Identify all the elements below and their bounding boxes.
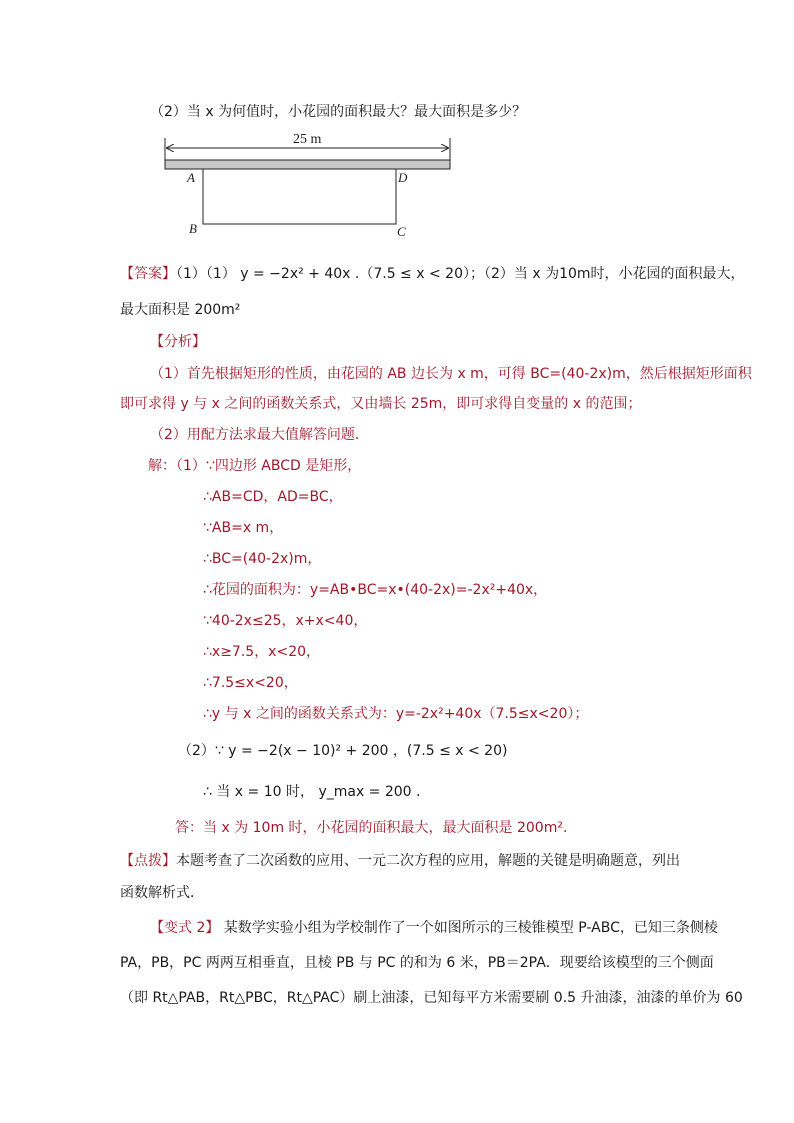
comment-tag: 【点拨】 [120, 853, 176, 869]
label-A: A [187, 170, 195, 185]
analysis-line-1: （1）首先根据矩形的性质，由花园的 AB 边长为 x m，可得 BC=(40-2x)m，然后根据矩形面积 [150, 366, 752, 382]
solution-conclusion: 答：当 x 为 10m 时，小花园的面积最大，最大面积是 200m². [175, 820, 568, 836]
label-D: D [398, 170, 408, 185]
solution-line-1: ∴AB=CD，AD=BC， [203, 489, 343, 505]
analysis-line-3: （2）用配方法求最大值解答问题． [150, 427, 369, 443]
variant-text-1: 某数学实验小组为学校制作了一个如图所示的三棱锥模型 P-ABC，已知三条侧棱 [219, 920, 718, 936]
comment-text-1: 本题考查了二次函数的应用、一元二次方程的应用，解题的关键是明确题意，列出 [176, 853, 680, 869]
label-C: C [397, 224, 406, 239]
solution-line-5: ∵40-2x≤25，x+x<40， [203, 613, 368, 629]
variant-line-1 [150, 918, 718, 938]
garden-rectangle [203, 169, 396, 224]
wall-length-label: 25 m [293, 132, 322, 147]
solution-line-2: ∵AB=x m， [203, 520, 284, 536]
wall [165, 160, 450, 169]
variant-line-3: （即 Rt△PAB，Rt△PBC，Rt△PAC）刷上油漆，已知每平方米需要刷 0.5 升油漆，油漆的单价为 60 [120, 990, 743, 1006]
answer-tag: 【答案】 [120, 266, 176, 282]
answer-text-1: （1）（1） y = −2x² + 40x .（7.5 ≤ x < 20）；（2）当 x 为10m时，小花园的面积最大， [176, 266, 745, 282]
solution-line-7: ∴7.5≤x<20， [203, 675, 298, 691]
solution-line-9: （2）∵ y = −2(x − 10)² + 200 ，(7.5 ≤ x < 20) [178, 743, 508, 759]
solution-line-10: ∴ 当 x = 10 时， y_max = 200 . [203, 784, 421, 800]
comment-line-1 [120, 851, 680, 871]
garden-figure [0, 120, 794, 370]
answer-line-1 [120, 264, 745, 284]
analysis-line-2: 即可求得 y 与 x 之间的函数关系式，又由墙长 25m，即可求得自变量的 x 的范围； [120, 396, 642, 412]
solution-line-4: ∴花园的面积为：y=AB•BC=x•(40-2x)=-2x²+40x， [203, 582, 548, 598]
solution-line-8: ∴y 与 x 之间的函数关系式为：y=-2x²+40x（7.5≤x<20）； [203, 706, 589, 722]
question-2: （2）当 x 为何值时，小花园的面积最大？最大面积是多少？ [150, 104, 527, 120]
solution-line-3: ∴BC=(40-2x)m， [203, 551, 322, 567]
solution-line-6: ∴x≥7.5，x<20， [203, 644, 321, 660]
analysis-tag: 【分析】 [150, 334, 206, 350]
variant-tag: 【变式 2】 [150, 920, 220, 936]
answer-line-2: 最大面积是 200m² [120, 302, 241, 318]
variant-line-2: PA，PB，PC 两两互相垂直，且棱 PB 与 PC 的和为 6 米，PB＝2PA．现要给该模型的三个侧面 [120, 955, 714, 971]
label-B: B [189, 221, 197, 236]
solution-line-0: 解：（1）∵四边形 ABCD 是矩形， [148, 458, 362, 474]
comment-line-2: 函数解析式． [120, 885, 204, 901]
